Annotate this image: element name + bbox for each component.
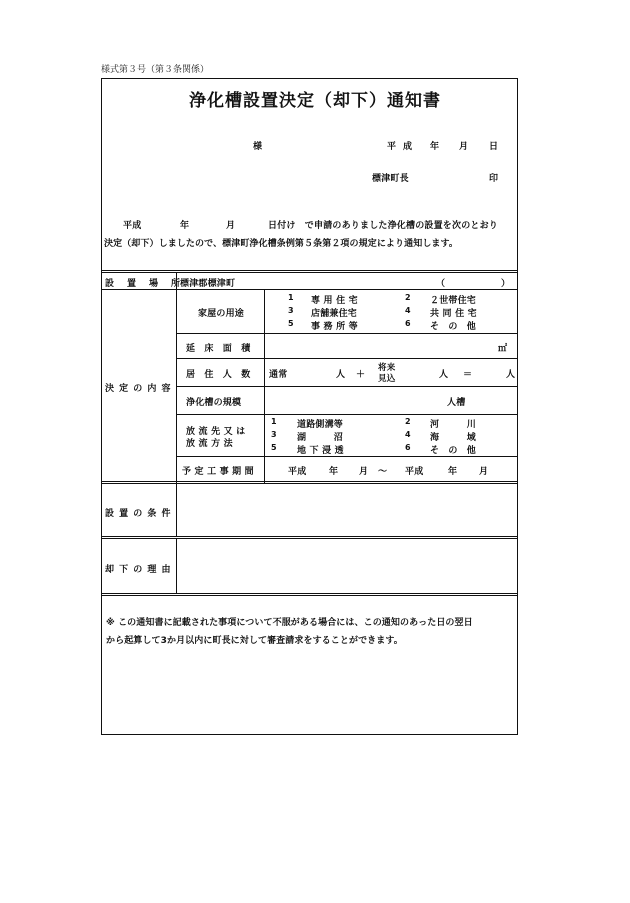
rule-below-conditions — [101, 536, 518, 539]
date-era-2: 成 — [403, 142, 413, 152]
house-use-label: 家屋の用途 — [198, 309, 245, 319]
discharge-option-4-num: 4 — [405, 430, 411, 439]
discharge-option-6-text: そ の 他 — [430, 446, 477, 456]
schedule-label: 予 定 工 事 期 間 — [182, 467, 254, 477]
date-year: 年 — [430, 142, 440, 152]
rule-below-floor-area — [176, 358, 518, 359]
intro-date-month: 月 — [226, 221, 236, 231]
schedule-end-era: 平成 — [405, 467, 424, 477]
discharge-option-1-num: 1 — [271, 417, 277, 426]
intro-date-year: 年 — [180, 221, 190, 231]
discharge-option-6-num: 6 — [405, 443, 411, 452]
rule-below-discharge — [176, 456, 518, 457]
date-month: 月 — [459, 142, 469, 152]
house-use-option-6-text: そ の 他 — [430, 322, 477, 332]
location-label: 設 置 場 所 — [105, 279, 183, 289]
house-use-option-1-text: 専 用 住 宅 — [311, 296, 358, 306]
residents-future-line-1: 将来 — [378, 363, 396, 373]
appeal-notice-line-2: から起算して3か月以内に町長に対して審査請求をすることができます。 — [106, 636, 403, 646]
residents-future-line-2: 見込 — [378, 374, 396, 384]
schedule-end-month: 月 — [479, 467, 489, 477]
rejection-column-rule — [176, 539, 177, 594]
intro-date-era: 平成 — [123, 221, 142, 231]
discharge-label-line-2: 放 流 方 法 — [186, 439, 233, 449]
discharge-option-3-num: 3 — [271, 430, 277, 439]
discharge-option-3-text: 湖 沼 — [297, 433, 344, 443]
conditions-field[interactable] — [178, 486, 516, 534]
schedule-end-year: 年 — [448, 467, 458, 477]
location-value: 標津郡標津町 — [180, 279, 236, 289]
discharge-option-2-text: 河 川 — [430, 420, 477, 430]
decision-label: 決 定 の 内 容 — [105, 384, 172, 394]
rejection-label: 却 下 の 理 由 — [105, 565, 172, 575]
scale-label: 浄化槽の規模 — [186, 398, 242, 408]
house-use-option-2-num: 2 — [405, 293, 411, 302]
house-use-option-5-text: 事 務 所 等 — [311, 322, 358, 332]
floor-area-label: 延 床 面 積 — [186, 344, 251, 354]
seal-mark: 印 — [489, 174, 499, 184]
rule-below-scale — [176, 414, 518, 415]
discharge-label-line-1: 放 流 先 又 は — [186, 427, 246, 437]
date-day: 日 — [489, 142, 499, 152]
document-title: 浄化槽設置決定（却下）通知書 — [189, 91, 441, 111]
intro-line-1-suffix: 日付け で申請のありました浄化槽の設置を次のとおり — [268, 221, 499, 231]
residents-normal-label: 通常 — [269, 370, 288, 380]
residents-future-unit: 人 — [439, 370, 449, 380]
house-use-option-3-num: 3 — [288, 306, 294, 315]
discharge-option-2-num: 2 — [405, 417, 411, 426]
residents-label: 居 住 人 数 — [186, 370, 251, 380]
issuer-name: 標津町長 — [372, 174, 409, 184]
form-number-label: 様式第３号（第３条関係） — [101, 65, 210, 75]
floor-area-unit: ㎡ — [498, 344, 508, 354]
rule-below-decision — [101, 481, 518, 484]
intro-line-2: 決定（却下）しましたので、標津町浄化槽条例第５条第２項の規定により通知します。 — [104, 239, 459, 249]
residents-plus: ＋ — [356, 370, 366, 380]
location-paren-close: ） — [501, 279, 511, 289]
house-use-option-6-num: 6 — [405, 319, 411, 328]
rejection-reason-field[interactable] — [178, 541, 516, 591]
location-paren-open: （ — [436, 279, 446, 289]
addressee-suffix: 様 — [253, 142, 263, 152]
discharge-option-5-num: 5 — [271, 443, 277, 452]
house-use-option-5-num: 5 — [288, 319, 294, 328]
house-use-option-4-num: 4 — [405, 306, 411, 315]
rule-below-rejection — [101, 593, 518, 596]
scale-unit: 人槽 — [447, 398, 466, 408]
house-use-option-4-text: 共 同 住 宅 — [430, 309, 477, 319]
schedule-start-year: 年 — [329, 467, 339, 477]
schedule-start-era: 平成 — [288, 467, 307, 477]
rule-below-location — [101, 289, 518, 290]
table-top-rule — [101, 270, 518, 273]
rule-below-residents — [176, 386, 518, 387]
label-column-rule — [176, 272, 177, 483]
conditions-column-rule — [176, 484, 177, 537]
discharge-option-1-text: 道路側溝等 — [297, 420, 344, 430]
house-use-option-1-num: 1 — [288, 293, 294, 302]
residents-total-unit: 人 — [506, 370, 516, 380]
schedule-tilde: ～ — [378, 467, 388, 477]
rule-below-house-use — [176, 333, 518, 334]
house-use-option-2-text: ２世帯住宅 — [430, 296, 477, 306]
conditions-label: 設 置 の 条 件 — [105, 509, 172, 519]
discharge-option-4-text: 海 域 — [430, 433, 477, 443]
date-era-1: 平 — [387, 142, 397, 152]
appeal-notice-line-1: ※ この通知書に記載された事項について不服がある場合には、この通知のあった日の翌日 — [106, 618, 473, 628]
discharge-option-5-text: 地 下 浸 透 — [297, 446, 344, 456]
house-use-option-3-text: 店舗兼住宅 — [311, 309, 358, 319]
residents-normal-unit: 人 — [336, 370, 346, 380]
schedule-start-month: 月 — [359, 467, 369, 477]
residents-equals: ＝ — [463, 370, 473, 380]
